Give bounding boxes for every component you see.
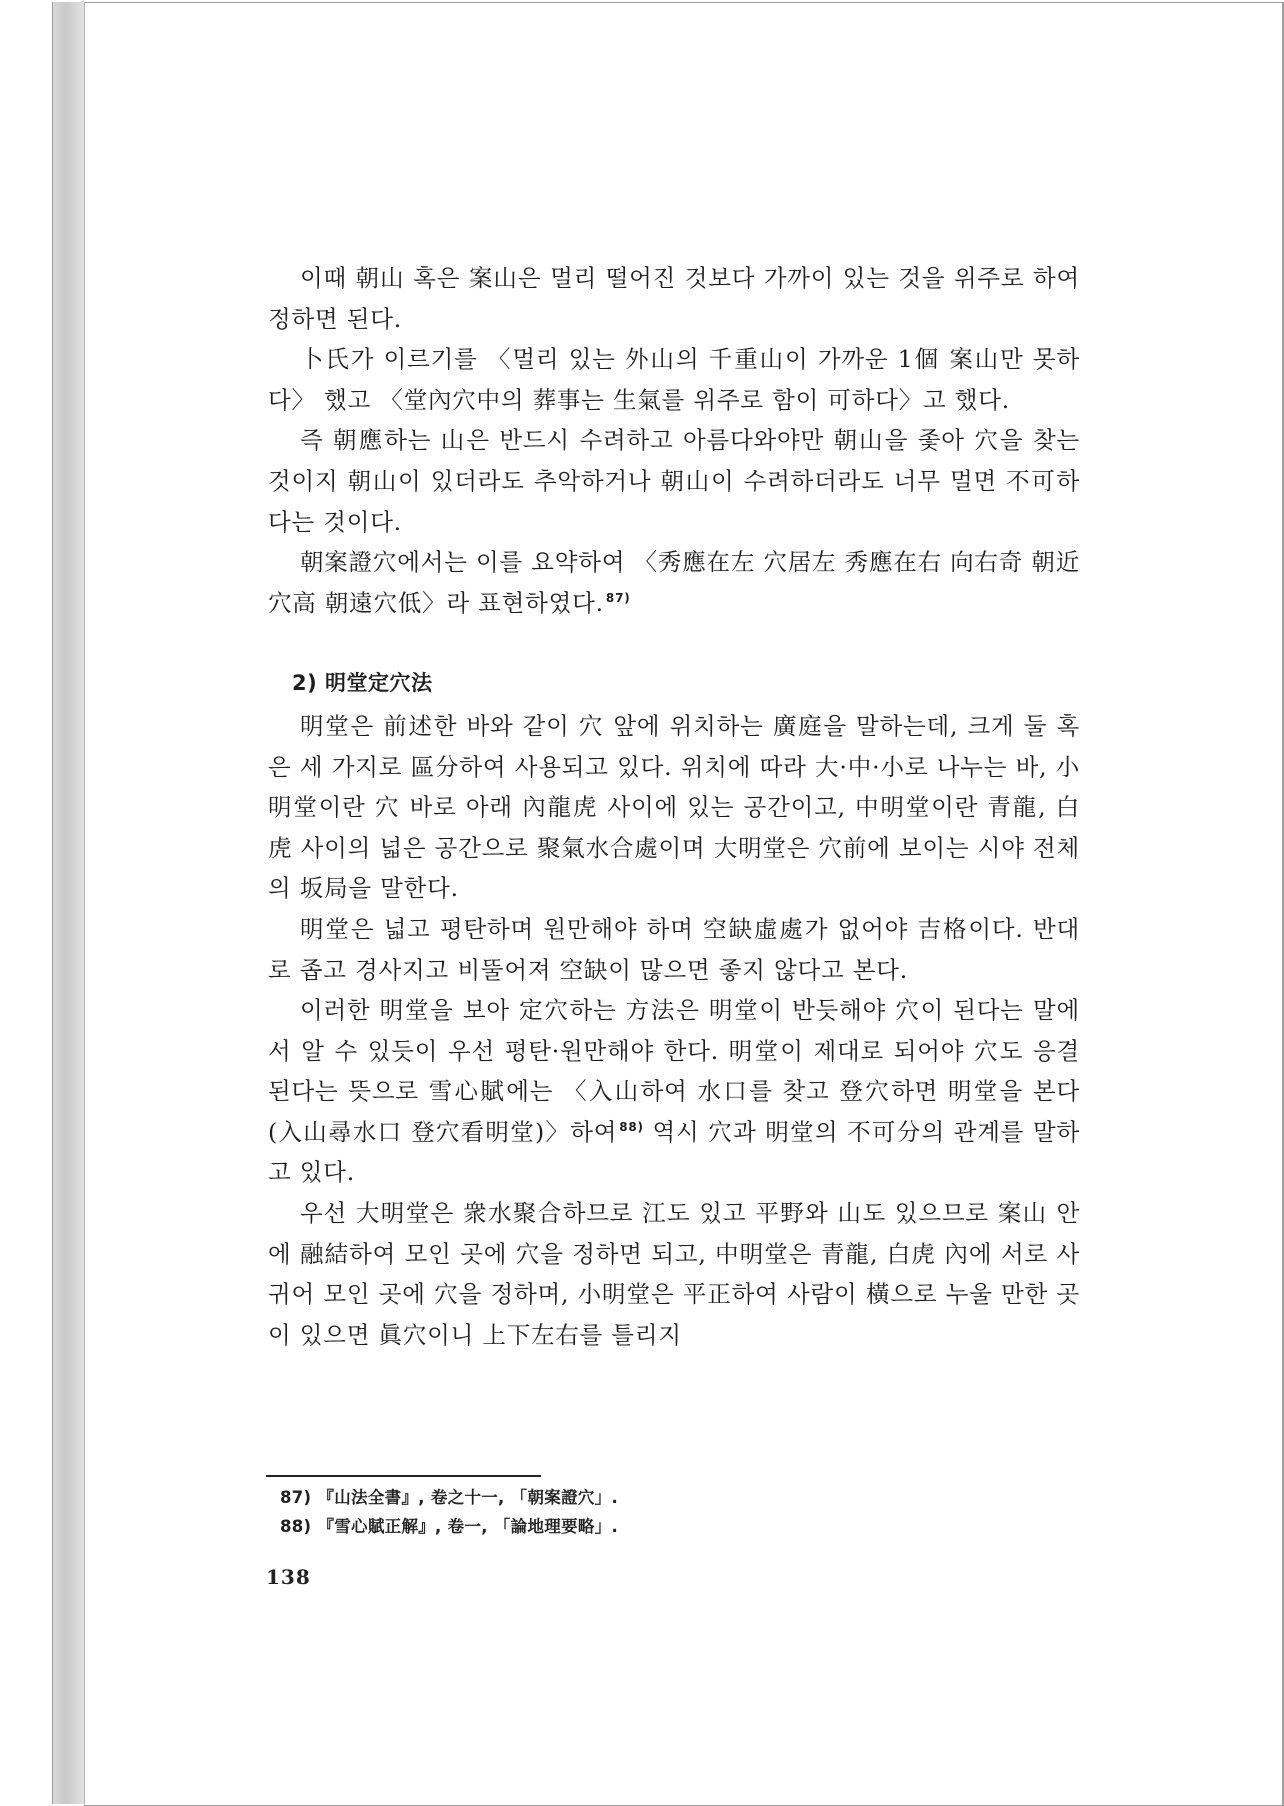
page-number: 138	[266, 1565, 311, 1589]
section-heading: 2) 明堂定穴法	[292, 671, 433, 696]
paragraph-8: 우선 大明堂은 衆水聚合하므로 江도 있고 平野와 山도 있으므로 案山 안에 融結하여 모인 곳에 穴을 정하면 되고, 中明堂은 青龍, 白虎 內에 서로 사귀어 모인 곳에 穴을 정하며, 小明堂은 平正하여 사람이 橫으로 누울 만한 곳이 있으면 眞穴이니 上下左右를 틀리지	[268, 1199, 1080, 1349]
body-text	[268, 258, 1080, 1355]
footnotes	[280, 1483, 618, 1541]
paragraph-2: 卜氏가 이르기를 〈멀리 있는 外山의 千重山이 가까운 1個 案山만 못하다〉 했고 〈堂內穴中의 葬事는 生氣를 위주로 함이 可하다〉고 했다.	[268, 345, 1080, 414]
paragraph-7-text-end: 역시 穴과 明堂의 不可分의 관계를 말하고 있다.	[268, 1117, 1080, 1187]
paragraph-7-text: 이러한 明堂을 보아 定穴하는 方法은 明堂이 반듯해야 穴이 된다는 말에서 알 수 있듯이 우선 평탄·원만해야 한다. 明堂이 제대로 되어야 穴도 응결된다는 뜻으로 雪心賦에는 〈入山하여 水口를 찾고 登穴하면 明堂을 본다(入山尋水口 登穴看明堂)〉하여	[268, 996, 1080, 1146]
paragraph-4-text: 朝案證穴에서는 이를 요약하여 〈秀應在左 穴居左 秀應在右 向右奇 朝近穴高 朝遠穴低〉라 표현하였다.	[268, 548, 1080, 617]
page-edge-stack	[52, 2, 85, 1804]
paragraph-7	[268, 990, 1080, 1193]
paragraph-4	[268, 542, 1080, 623]
paragraph-6: 明堂은 넓고 평탄하며 원만해야 하며 空缺虛處가 없어야 吉格이다. 반대로 좁고 경사지고 비뚤어져 空缺이 많으면 좋지 않다고 본다.	[268, 914, 1080, 984]
paragraph-5: 明堂은 前述한 바와 같이 穴 앞에 위치하는 廣庭을 말하는데, 크게 둘 혹은 세 가지로 區分하여 사용되고 있다. 위치에 따라 大·中·小로 나누는 바, 小明堂이란 穴 바로 아래 內龍虎 사이에 있는 공간이고, 中明堂이란 青龍, 白虎 사이의 넓은 공간으로 聚氣水合處이며 大明堂은 穴前에 보이는 시야 전체의 坂局을 말한다.	[268, 711, 1081, 903]
paragraph-3: 즉 朝應하는 山은 반드시 수려하고 아름다와야만 朝山을 좇아 穴을 찾는 것이지 朝山이 있더라도 추악하거나 朝山이 수려하더라도 너무 멀면 不可하다는 것이다.	[268, 426, 1080, 536]
footnote-87: 87) 『山法全書』, 卷之十一, 「朝案證穴」.	[280, 1488, 619, 1507]
paragraph-1: 이때 朝山 혹은 案山은 멀리 떨어진 것보다 가까이 있는 것을 위주로 하여 정하면 된다.	[268, 264, 1080, 333]
footnote-ref-87: 87)	[605, 590, 631, 605]
footnote-88: 88) 『雪心賦正解』, 卷一, 「論地理要略」.	[280, 1517, 619, 1536]
footnote-divider	[266, 1475, 541, 1477]
footnote-ref-88: 88)	[619, 1120, 644, 1135]
